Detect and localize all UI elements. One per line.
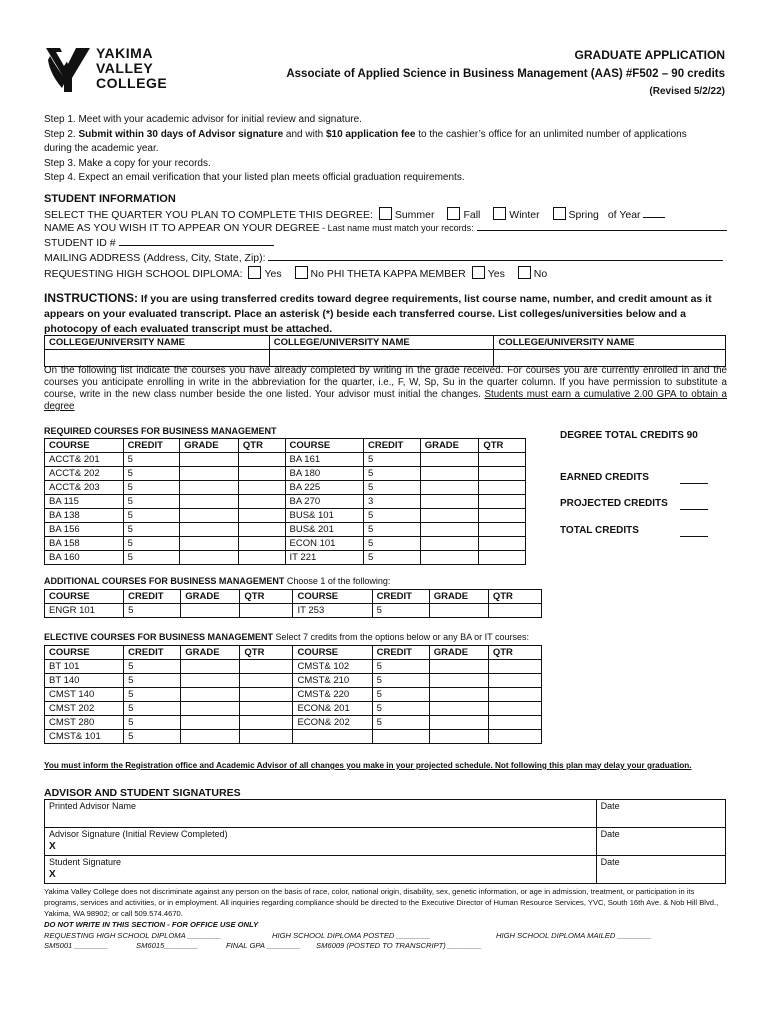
student-info-heading: STUDENT INFORMATION xyxy=(44,193,176,205)
elective-credit-right xyxy=(372,730,429,744)
elective-credit-left: 5 xyxy=(124,730,181,744)
elective-grade-right[interactable] xyxy=(429,716,488,730)
elective-grade-right[interactable] xyxy=(429,660,488,674)
logo-line-3: COLLEGE xyxy=(96,75,168,91)
elective-credit-left: 5 xyxy=(124,660,181,674)
signatures-heading: ADVISOR AND STUDENT SIGNATURES xyxy=(44,787,241,799)
elective-credit-left: 5 xyxy=(124,716,181,730)
projected-credits-field[interactable] xyxy=(680,498,708,510)
earned-credits-field[interactable] xyxy=(680,472,708,484)
required-credit-right: 5 xyxy=(363,523,420,537)
table-row xyxy=(45,453,526,467)
additional-header-r-1: CREDIT xyxy=(372,590,429,604)
elective-course-right: CMST& 220 xyxy=(293,688,372,702)
required-credit-left: 5 xyxy=(123,453,180,467)
diploma-row: REQUESTING HIGH SCHOOL DIPLOMA: Yes No PHI THETA KAPPA MEMBER Yes No xyxy=(44,268,548,280)
elective-grade-left[interactable] xyxy=(181,660,240,674)
required-course-left: ACCT& 202 xyxy=(45,467,124,481)
additional-header-l-3: QTR xyxy=(240,590,293,604)
instructions-text: INSTRUCTIONS: If you are using transferred credits toward degree requirements, list course name, number, and credit amount as it appears on your evaluated transcript. Place an asterisk (*) beside each transferred course. List colleges/universities below and a photocopy of each evaluated transcript must be attached. xyxy=(44,291,712,335)
step-2: Step 2. Submit within 30 days of Advisor signature and with $10 application fee to the cashier’s office for an unlimited number of applications xyxy=(44,128,687,140)
required-credit-right: 5 xyxy=(363,537,420,551)
fall-checkbox[interactable] xyxy=(447,207,460,220)
page-title: GRADUATE APPLICATION xyxy=(574,48,725,62)
elective-credit-left: 5 xyxy=(124,688,181,702)
elective-grade-right[interactable] xyxy=(429,674,488,688)
required-grade-left[interactable] xyxy=(180,453,239,467)
required-course-left: ACCT& 203 xyxy=(45,481,124,495)
table-row xyxy=(45,716,542,730)
required-grade-left[interactable] xyxy=(180,481,239,495)
required-grade-right[interactable] xyxy=(420,467,479,481)
college-header-3: COLLEGE/UNIVERSITY NAME xyxy=(494,336,726,350)
diploma-yes-checkbox[interactable] xyxy=(248,266,261,279)
required-grade-right[interactable] xyxy=(420,551,479,565)
required-header-l-0: COURSE xyxy=(45,439,124,453)
required-credit-left: 5 xyxy=(123,481,180,495)
required-qtr-right[interactable] xyxy=(479,453,526,467)
required-header-r-0: COURSE xyxy=(285,439,363,453)
spring-checkbox[interactable] xyxy=(553,207,566,220)
required-credit-left: 5 xyxy=(123,537,180,551)
elective-table xyxy=(44,645,542,744)
elective-course-right: CMST& 210 xyxy=(293,674,372,688)
advisor-name-date-field[interactable]: Date xyxy=(596,800,725,828)
college-field-1[interactable] xyxy=(45,350,270,367)
elective-grade-left[interactable] xyxy=(181,688,240,702)
degree-name-field[interactable] xyxy=(477,230,727,231)
required-course-right: BA 180 xyxy=(285,467,363,481)
quarter-row: SELECT THE QUARTER YOU PLAN TO COMPLETE THIS DEGREE: Summer Fall Winter Spring of Year xyxy=(44,207,665,221)
elective-qtr-left[interactable] xyxy=(240,716,293,730)
required-qtr-left[interactable] xyxy=(238,467,285,481)
elective-grade-left[interactable] xyxy=(181,716,240,730)
required-grade-right[interactable] xyxy=(420,495,479,509)
table-row xyxy=(45,537,526,551)
required-qtr-left[interactable] xyxy=(238,523,285,537)
winter-checkbox[interactable] xyxy=(493,207,506,220)
required-course-right: BUS& 101 xyxy=(285,509,363,523)
elective-header-r-2: GRADE xyxy=(429,646,488,660)
elective-credit-left: 5 xyxy=(124,702,181,716)
required-course-right: BA 225 xyxy=(285,481,363,495)
logo-line-1: YAKIMA xyxy=(96,45,153,61)
required-grade-right[interactable] xyxy=(420,453,479,467)
required-grade-left[interactable] xyxy=(180,523,239,537)
additional-qtr-left[interactable] xyxy=(240,604,293,618)
additional-credit-left: 5 xyxy=(124,604,181,618)
table-row xyxy=(45,660,542,674)
final-gpa-field: FINAL GPA ________ xyxy=(226,941,301,950)
elective-header-l-1: CREDIT xyxy=(124,646,181,660)
year-field[interactable] xyxy=(643,217,665,218)
nondiscrimination-statement: Yakima Valley College does not discriminate against any person on the basis of race, color, national origin, disability, sex, genetic information, or age in admission, treatment, or participation in its programs, services and activities, or in employment. All inquiries regarding compliance should be directed to the Executive Director of Human Resource Services, YVC, South 16th Ave. & Nob Hill Blvd., Yakima, WA 98902; or call 509.574.4670. xyxy=(44,887,719,918)
table-row xyxy=(45,551,526,565)
required-credit-right: 5 xyxy=(363,467,420,481)
table-row xyxy=(45,604,542,618)
required-course-left: BA 138 xyxy=(45,509,124,523)
required-qtr-left[interactable] xyxy=(238,537,285,551)
mailing-address-field[interactable] xyxy=(268,260,723,261)
elective-header-l-0: COURSE xyxy=(45,646,124,660)
elective-course-right: ECON& 202 xyxy=(293,716,372,730)
table-row xyxy=(45,467,526,481)
ptk-yes-checkbox[interactable] xyxy=(472,266,485,279)
sm6015-field: SM6015________ xyxy=(136,941,199,950)
required-qtr-left[interactable] xyxy=(238,509,285,523)
required-grade-left[interactable] xyxy=(180,509,239,523)
registration-notice: You must inform the Registration office and Academic Advisor of all changes you make in your projected schedule. Not following this plan may delay your graduation. xyxy=(44,761,692,770)
required-credit-right: 5 xyxy=(363,453,420,467)
required-qtr-left[interactable] xyxy=(238,481,285,495)
steps-block xyxy=(44,113,734,186)
ptk-no-checkbox[interactable] xyxy=(518,266,531,279)
elective-grade-left[interactable] xyxy=(181,674,240,688)
elective-course-right xyxy=(293,730,372,744)
elective-qtr-left[interactable] xyxy=(240,702,293,716)
elective-course-left: BT 101 xyxy=(45,660,124,674)
summer-checkbox[interactable] xyxy=(379,207,392,220)
elective-qtr-right[interactable] xyxy=(488,702,541,716)
table-row xyxy=(45,674,542,688)
elective-course-right: CMST& 102 xyxy=(293,660,372,674)
required-course-left: BA 156 xyxy=(45,523,124,537)
advisor-signature-date-field[interactable]: Date xyxy=(596,828,725,856)
required-credit-left: 5 xyxy=(123,523,180,537)
additional-grade-right[interactable] xyxy=(429,604,488,618)
required-qtr-left[interactable] xyxy=(238,551,285,565)
hs-diploma-mailed-field: HIGH SCHOOL DIPLOMA MAILED ________ xyxy=(496,931,652,940)
elective-course-left: CMST 280 xyxy=(45,716,124,730)
elective-grade-right[interactable] xyxy=(429,702,488,716)
elective-credit-right: 5 xyxy=(372,688,429,702)
hs-diploma-posted-field: HIGH SCHOOL DIPLOMA POSTED ________ xyxy=(272,931,431,940)
elective-grade-right[interactable] xyxy=(429,688,488,702)
student-id-field[interactable] xyxy=(119,245,274,246)
additional-course-left: ENGR 101 xyxy=(45,604,124,618)
additional-credit-right: 5 xyxy=(372,604,429,618)
diploma-no-checkbox[interactable] xyxy=(295,266,308,279)
additional-header-l-0: COURSE xyxy=(45,590,124,604)
required-table xyxy=(44,438,526,565)
required-course-left: ACCT& 201 xyxy=(45,453,124,467)
elective-credit-right: 5 xyxy=(372,660,429,674)
step-3: Step 3. Make a copy for your records. xyxy=(44,157,211,169)
required-grade-left[interactable] xyxy=(180,551,239,565)
student-signature-field[interactable]: Student Signature X xyxy=(45,856,597,884)
college-logo xyxy=(44,44,174,96)
required-header-r-1: CREDIT xyxy=(363,439,420,453)
table-row xyxy=(45,730,542,744)
elective-course-left: CMST 140 xyxy=(45,688,124,702)
required-grade-right[interactable] xyxy=(420,523,479,537)
student-signature-date-field[interactable]: Date xyxy=(596,856,725,884)
required-course-left: BA 158 xyxy=(45,537,124,551)
table-row xyxy=(45,495,526,509)
college-header-2: COLLEGE/UNIVERSITY NAME xyxy=(269,336,494,350)
elective-qtr-left[interactable] xyxy=(240,688,293,702)
table-row xyxy=(45,688,542,702)
sm5001-field: SM5001 ________ xyxy=(44,941,109,950)
elective-qtr-right[interactable] xyxy=(488,660,541,674)
additional-header-l-1: CREDIT xyxy=(124,590,181,604)
required-credit-right: 5 xyxy=(363,481,420,495)
required-grade-left[interactable] xyxy=(180,467,239,481)
additional-header-r-3: QTR xyxy=(488,590,541,604)
elective-qtr-left[interactable] xyxy=(240,730,293,744)
additional-header-r-2: GRADE xyxy=(429,590,488,604)
printed-advisor-field[interactable]: Printed Advisor Name xyxy=(45,800,597,828)
step-4: Step 4. Expect an email verification that your listed plan meets official graduation requirements. xyxy=(44,172,465,183)
elective-header-l-2: GRADE xyxy=(181,646,240,660)
elective-header-l-3: QTR xyxy=(240,646,293,660)
elective-heading: ELECTIVE COURSES FOR BUSINESS MANAGEMENT Select 7 credits from the options below or any BA or IT courses: xyxy=(44,632,529,642)
required-course-right: IT 221 xyxy=(285,551,363,565)
required-qtr-right[interactable] xyxy=(479,495,526,509)
course-instructions: On the following list indicate the courses you have already completed by writing in the grade received. For courses you are currently enrolled in and the courses you anticipate enrolling in write in the abbreviation for the quarter, i.e., F, W, Sp, Su in the quarter column. If you have permission to substitute a course, write in the new class number beside the one listed. Your advisor must initial the changes. Students must earn a cumulative 2.00 GPA to obtain a degree xyxy=(44,365,727,412)
elective-grade-left[interactable] xyxy=(181,730,240,744)
required-grade-left[interactable] xyxy=(180,495,239,509)
required-qtr-right[interactable] xyxy=(479,537,526,551)
name-row: NAME AS YOU WISH IT TO APPEAR ON YOUR DEGREE - Last name must match your records: xyxy=(44,222,727,234)
required-course-right: BA 270 xyxy=(285,495,363,509)
logo-mark-icon xyxy=(44,44,92,94)
elective-qtr-right[interactable] xyxy=(488,730,541,744)
table-row xyxy=(45,702,542,716)
projected-credits-label: PROJECTED CREDITS xyxy=(560,498,668,509)
required-grade-left[interactable] xyxy=(180,537,239,551)
required-heading: REQUIRED COURSES FOR BUSINESS MANAGEMENT xyxy=(44,426,277,436)
required-credit-left: 5 xyxy=(123,495,180,509)
required-course-right: BA 161 xyxy=(285,453,363,467)
required-header-l-1: CREDIT xyxy=(123,439,180,453)
elective-course-right: ECON& 201 xyxy=(293,702,372,716)
req-hs-diploma-field: REQUESTING HIGH SCHOOL DIPLOMA ________ xyxy=(44,931,222,940)
elective-qtr-right[interactable] xyxy=(488,688,541,702)
office-use-heading: DO NOT WRITE IN THIS SECTION - FOR OFFICE USE ONLY xyxy=(44,920,259,929)
table-row xyxy=(45,509,526,523)
advisor-signature-field[interactable]: Advisor Signature (Initial Review Completed) X xyxy=(45,828,597,856)
additional-grade-left[interactable] xyxy=(181,604,240,618)
elective-credit-right: 5 xyxy=(372,716,429,730)
degree-total-credits: DEGREE TOTAL CREDITS 90 xyxy=(560,430,698,441)
elective-grade-right[interactable] xyxy=(429,730,488,744)
required-qtr-right[interactable] xyxy=(479,523,526,537)
signatures-table xyxy=(44,799,726,884)
elective-header-r-3: QTR xyxy=(488,646,541,660)
required-credit-left: 5 xyxy=(123,467,180,481)
earned-credits-label: EARNED CREDITS xyxy=(560,472,649,483)
elective-qtr-left[interactable] xyxy=(240,660,293,674)
required-course-right: BUS& 201 xyxy=(285,523,363,537)
required-qtr-right[interactable] xyxy=(479,467,526,481)
sm6009-field: SM6009 (POSTED TO TRANSCRIPT) ________ xyxy=(316,941,482,950)
required-qtr-right[interactable] xyxy=(479,509,526,523)
college-field-2[interactable] xyxy=(269,350,494,367)
required-course-left: BA 160 xyxy=(45,551,124,565)
college-header-1: COLLEGE/UNIVERSITY NAME xyxy=(45,336,270,350)
required-qtr-left[interactable] xyxy=(238,495,285,509)
elective-credit-right: 5 xyxy=(372,702,429,716)
required-header-r-3: QTR xyxy=(479,439,526,453)
additional-header-l-2: GRADE xyxy=(181,590,240,604)
elective-credit-left: 5 xyxy=(124,674,181,688)
required-credit-left: 5 xyxy=(123,551,180,565)
student-id-row: STUDENT ID # xyxy=(44,237,274,249)
elective-course-left: CMST& 101 xyxy=(45,730,124,744)
elective-header-r-1: CREDIT xyxy=(372,646,429,660)
required-qtr-left[interactable] xyxy=(238,453,285,467)
step-2-continued: during the academic year. xyxy=(44,143,159,154)
elective-course-left: CMST 202 xyxy=(45,702,124,716)
elective-qtr-right[interactable] xyxy=(488,674,541,688)
revised-date: (Revised 5/2/22) xyxy=(649,86,725,97)
total-credits-field[interactable] xyxy=(680,525,708,537)
elective-credit-right: 5 xyxy=(372,674,429,688)
required-qtr-right[interactable] xyxy=(479,551,526,565)
additional-header-r-0: COURSE xyxy=(293,590,372,604)
required-grade-right[interactable] xyxy=(420,537,479,551)
logo-line-2: VALLEY xyxy=(96,60,154,76)
required-credit-right: 3 xyxy=(363,495,420,509)
elective-grade-left[interactable] xyxy=(181,702,240,716)
required-course-left: BA 115 xyxy=(45,495,124,509)
additional-course-right: IT 253 xyxy=(293,604,372,618)
required-grade-right[interactable] xyxy=(420,509,479,523)
additional-qtr-right[interactable] xyxy=(488,604,541,618)
total-credits-label: TOTAL CREDITS xyxy=(560,525,639,536)
step-1: Step 1. Meet with your academic advisor for initial review and signature. xyxy=(44,114,362,125)
required-grade-right[interactable] xyxy=(420,481,479,495)
elective-header-r-0: COURSE xyxy=(293,646,372,660)
colleges-table xyxy=(44,335,726,367)
address-row: MAILING ADDRESS (Address, City, State, Zip): xyxy=(44,252,723,264)
table-row xyxy=(45,481,526,495)
required-credit-right: 5 xyxy=(363,509,420,523)
required-header-l-3: QTR xyxy=(238,439,285,453)
additional-table xyxy=(44,589,542,618)
elective-qtr-right[interactable] xyxy=(488,716,541,730)
required-credit-left: 5 xyxy=(123,509,180,523)
required-credit-right: 5 xyxy=(363,551,420,565)
elective-qtr-left[interactable] xyxy=(240,674,293,688)
required-header-l-2: GRADE xyxy=(180,439,239,453)
elective-course-left: BT 140 xyxy=(45,674,124,688)
college-field-3[interactable] xyxy=(494,350,726,367)
required-qtr-right[interactable] xyxy=(479,481,526,495)
additional-heading: ADDITIONAL COURSES FOR BUSINESS MANAGEMENT Choose 1 of the following: xyxy=(44,576,391,586)
page-subtitle: Associate of Applied Science in Business Management (AAS) #F502 – 90 credits xyxy=(286,68,725,80)
table-row xyxy=(45,523,526,537)
required-course-right: ECON 101 xyxy=(285,537,363,551)
required-header-r-2: GRADE xyxy=(420,439,479,453)
